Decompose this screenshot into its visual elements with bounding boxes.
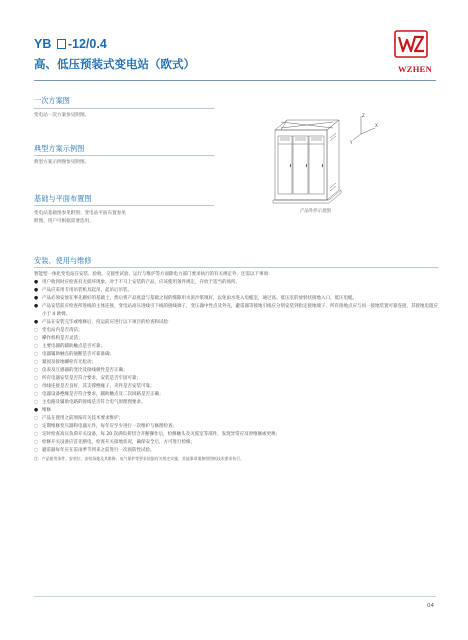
list-item-text: 母线连接是否良好，其支撑绝缘子、夹件是否安装可靠； — [42, 384, 155, 389]
list-item — [34, 375, 438, 383]
section-body-foundation: 变电站基础图参见附图；变电站平面布置参见附图，用户可根据需要选用。 — [34, 211, 126, 224]
list-item — [34, 287, 438, 295]
section-body-typical-scheme: 典型方案示例图参见附图。 — [34, 160, 90, 165]
page-number: 04 — [427, 603, 434, 609]
list-item-text: 产品在使用之前须按有关技术要求维护； — [42, 416, 123, 421]
list-item-text: 检修开关设备应首先断电，检查开关接地状况，确保安全后，方可进行检修； — [42, 440, 195, 445]
hollow-bullet-icon: ○ — [34, 448, 39, 453]
installation-list — [34, 271, 438, 463]
logo-mark-icon — [394, 30, 428, 58]
hollow-bullet-icon: ○ — [34, 440, 39, 445]
company-logo — [394, 30, 436, 76]
placeholder-box-icon — [57, 39, 66, 49]
title-block — [34, 37, 195, 71]
model-prefix: YB — [34, 37, 52, 51]
list-item — [34, 439, 438, 447]
section-heading-installation: 安装、使用与维修 — [34, 256, 92, 265]
figure-caption: 产品外形示意图 — [300, 209, 331, 214]
filled-bullet-icon: ● — [34, 296, 39, 301]
list-item-text: 用户收到时应检查有无损坏现象，对于不马上安装的产品，应该使用条件规定，存放于适当的场所。 — [42, 280, 240, 285]
hollow-bullet-icon: ○ — [34, 360, 39, 365]
list-item-text: 变电站内是否清洁； — [42, 328, 83, 333]
list-item-text: 操作机构是否灵活； — [42, 336, 83, 341]
filled-bullet-icon: ● — [34, 320, 39, 325]
hollow-bullet-icon: ○ — [34, 344, 39, 349]
axis-label: X — [375, 123, 378, 128]
substation-drawing — [265, 108, 385, 220]
list-item-text: 维修 — [42, 408, 51, 413]
list-item-text: 主要电器的辅助触点是否可靠； — [42, 344, 105, 349]
list-item-text: 仪表及互感器的变比及接线极性是否正确； — [42, 368, 128, 373]
list-item — [34, 431, 438, 439]
installation-intro: 智能型一体化变电站在安装、验收、交接性试验、运行与维护等方面除电力部门要求执行的有关规定外，还需以下事项： — [34, 272, 273, 277]
list-item-text: 定期维修变压器和电器元件，每年应至少进行一次维护与修理检查； — [42, 424, 177, 429]
model-code — [34, 37, 195, 52]
list-item — [34, 447, 438, 455]
list-item-text: 产品在安装完毕或维修后，投运前应进行以下项目的检查和试验： — [42, 320, 173, 325]
section-divider — [34, 267, 438, 268]
list-item — [34, 367, 438, 375]
list-item — [34, 391, 438, 399]
list-item-text: 主电路及辅助电路的接线是否符合电气原理图要求。 — [42, 400, 146, 405]
list-item-text: 产品必须安放在事先砌好的基础上，然后将产品底盘与基础之间的缝隙用水泥沙浆填好，以免雨水进入电缆室，通过高、低压室的放射状接地入口，低压电缆。 — [42, 296, 357, 301]
list-item — [34, 423, 438, 431]
page-title: 高、低压预装式变电站（欧式） — [34, 57, 195, 71]
list-item — [34, 327, 438, 335]
hollow-bullet-icon: ○ — [34, 352, 39, 357]
hollow-bullet-icon: ○ — [34, 368, 39, 373]
filled-bullet-icon: ● — [34, 288, 39, 293]
list-item-text: 产品安装前应检查所进线的主体连接，变电站高压进线引下线的接线端子，变压器中性点及外壳，避雷器等接地引线应分别安装到指定接地端子，所有接地点应与同一接地装置可靠连接，其接地电阻应小于 4 欧姆。 — [42, 304, 438, 317]
hollow-bullet-icon: ○ — [34, 400, 39, 405]
hollow-bullet-icon: ○ — [34, 392, 39, 397]
axis-label: Y — [350, 140, 353, 145]
footnote: 注：产品使用条件、安装位、安装场地及其维修、电气保护等要求依据有关规定实施；其他事项请参照图纸技术要求执行。 — [34, 456, 245, 461]
list-item — [34, 303, 438, 319]
list-item — [34, 343, 438, 351]
section-body-primary-scheme: 变电站一次方案参见附图。 — [34, 113, 90, 118]
list-item — [34, 335, 438, 343]
hollow-bullet-icon: ○ — [34, 384, 39, 389]
installation-items — [34, 279, 438, 455]
list-item — [34, 351, 438, 359]
list-item — [34, 279, 438, 287]
filled-bullet-icon: ● — [34, 280, 39, 285]
hollow-bullet-icon: ○ — [34, 376, 39, 381]
section-divider — [34, 205, 214, 206]
list-item-text: 紧固及接地螺栓有无松动； — [42, 360, 96, 365]
product-outline-figure — [265, 108, 385, 220]
list-item-text: 电器辅助触点的通断是否可靠准确； — [42, 352, 114, 357]
list-item — [34, 295, 438, 303]
section-heading-foundation: 基础与平面布置图 — [34, 194, 92, 203]
list-item — [34, 407, 438, 415]
footer-divider — [34, 596, 436, 597]
list-item — [34, 383, 438, 391]
section-divider — [34, 155, 214, 156]
list-item — [34, 359, 438, 367]
list-item — [34, 319, 438, 327]
hollow-bullet-icon: ○ — [34, 336, 39, 341]
list-item-text: 所有电器安装是否符合要求，安装是否牢固可靠； — [42, 376, 141, 381]
hollow-bullet-icon: ○ — [34, 432, 39, 437]
list-item-text: 避雷器每年应在雷雨季节到来之前进行一次预防性试验。 — [42, 448, 155, 453]
section-heading-primary-scheme: 一次方案图 — [34, 96, 70, 105]
filled-bullet-icon: ● — [34, 408, 39, 413]
list-item — [34, 415, 438, 423]
model-suffix: -12/0.4 — [67, 37, 107, 51]
filled-bullet-icon: ● — [34, 304, 39, 309]
header-divider — [34, 80, 436, 81]
hollow-bullet-icon: ○ — [34, 416, 39, 421]
logo-text: WZHEN — [397, 64, 433, 74]
hollow-bullet-icon: ○ — [34, 424, 39, 429]
list-item-text: 定时检查高压负荷开关设备，每 20 次满负荷切合开断操作后，检修触头及灭弧室等部件，发现异常应及时维修或更换； — [42, 432, 281, 437]
list-item-text: 电器设备绝缘是否符合要求，辅助触点及二次回路是否正确； — [42, 392, 164, 397]
axis-label: Z — [362, 113, 365, 118]
list-item — [34, 399, 438, 407]
list-item-text: 产品应采用专用吊装机具起吊，起吊后吊装。 — [42, 288, 132, 293]
section-heading-typical-scheme: 典型方案示例图 — [34, 144, 85, 153]
section-divider — [34, 108, 214, 109]
hollow-bullet-icon: ○ — [34, 328, 39, 333]
